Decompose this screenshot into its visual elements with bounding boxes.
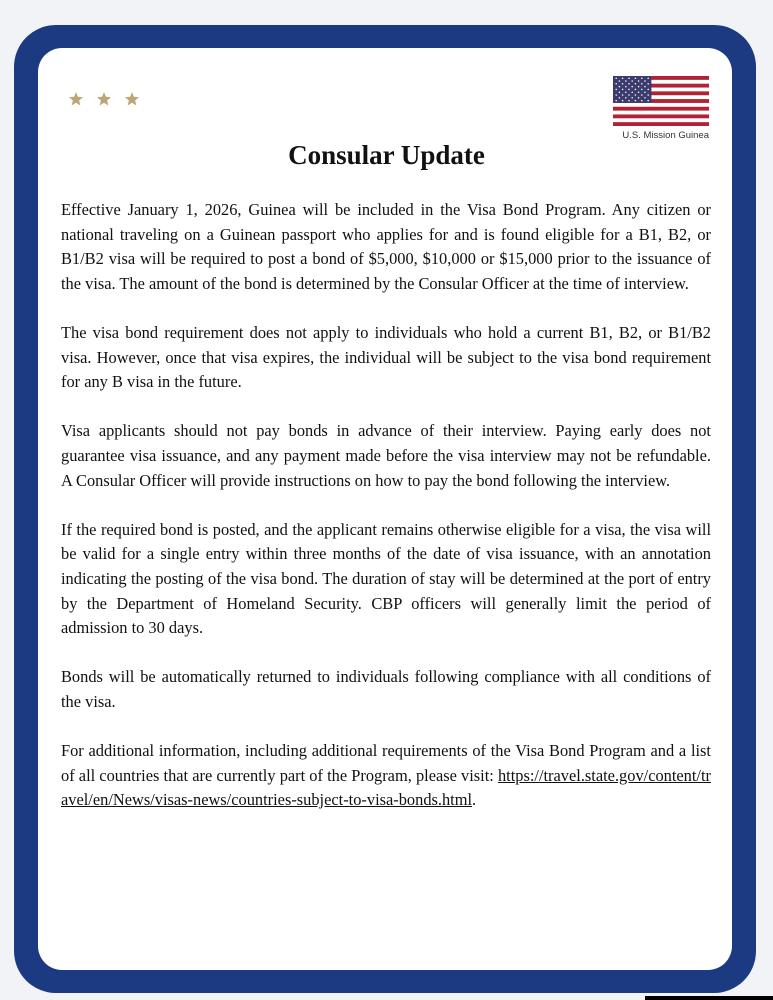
additional-info-text: For additional information, including additional requirements of the Visa Bond Program and a list of all countries that are currently part of the Program, please visit: xyxy=(61,741,711,785)
decorative-stars xyxy=(68,91,140,107)
star-icon xyxy=(96,91,112,107)
paragraph-effective-date: Effective January 1, 2026, Guinea will be included in the Visa Bond Program. Any citizen or national traveling on a Guinean passport who applies for and is found eligible for a B1, B2, or B1/B2 visa will be required to post a bond of $5,000, $10,000 or $15,000 prior to the issuance of the visa. The amount of the bond is determined by the Consular Officer at the time of interview. xyxy=(61,200,711,293)
paragraph-payment-timing: Visa applicants should not pay bonds in advance of their interview. Paying early does not guarantee visa issuance, and any payment made before the visa interview may not be refundable. A Consular Officer will provide instructions on how to pay the bond following the interview. xyxy=(61,421,711,490)
star-icon xyxy=(68,91,84,107)
paragraph-validity: If the required bond is posted, and the applicant remains otherwise eligible for a visa, the visa will be valid for a single entry within three months of the date of visa issuance, with an annotation indicating the posting of the visa bond. The duration of stay will be determined at the port of entry by the Department of Homeland Security. CBP officers will generally limit the period of admission to 30 days. xyxy=(61,519,711,638)
corner-bar xyxy=(645,996,773,1000)
mission-logo xyxy=(611,76,709,141)
paragraph-additional-info xyxy=(61,739,711,813)
us-flag-icon xyxy=(613,76,709,126)
additional-info-trailing: . xyxy=(472,790,477,810)
page-title: Consular Update xyxy=(288,140,485,170)
announcement-body xyxy=(61,198,711,837)
paragraph-exemption: The visa bond requirement does not apply to individuals who hold a current B1, B2, or B1/B2 visa. However, once that visa expires, the individual will be subject to the visa bond requirement for any B visa in the future. xyxy=(61,322,711,392)
mission-label: U.S. Mission Guinea xyxy=(622,130,709,141)
visa-bonds-link[interactable]: https://travel.state.gov/content/travel/en/News/visas-news/countries-subject-to-visa-bonds.html xyxy=(61,765,711,810)
paragraph-bond-return: Bonds will be automatically returned to individuals following compliance with all conditions of the visa. xyxy=(61,667,711,711)
star-icon xyxy=(124,91,140,107)
